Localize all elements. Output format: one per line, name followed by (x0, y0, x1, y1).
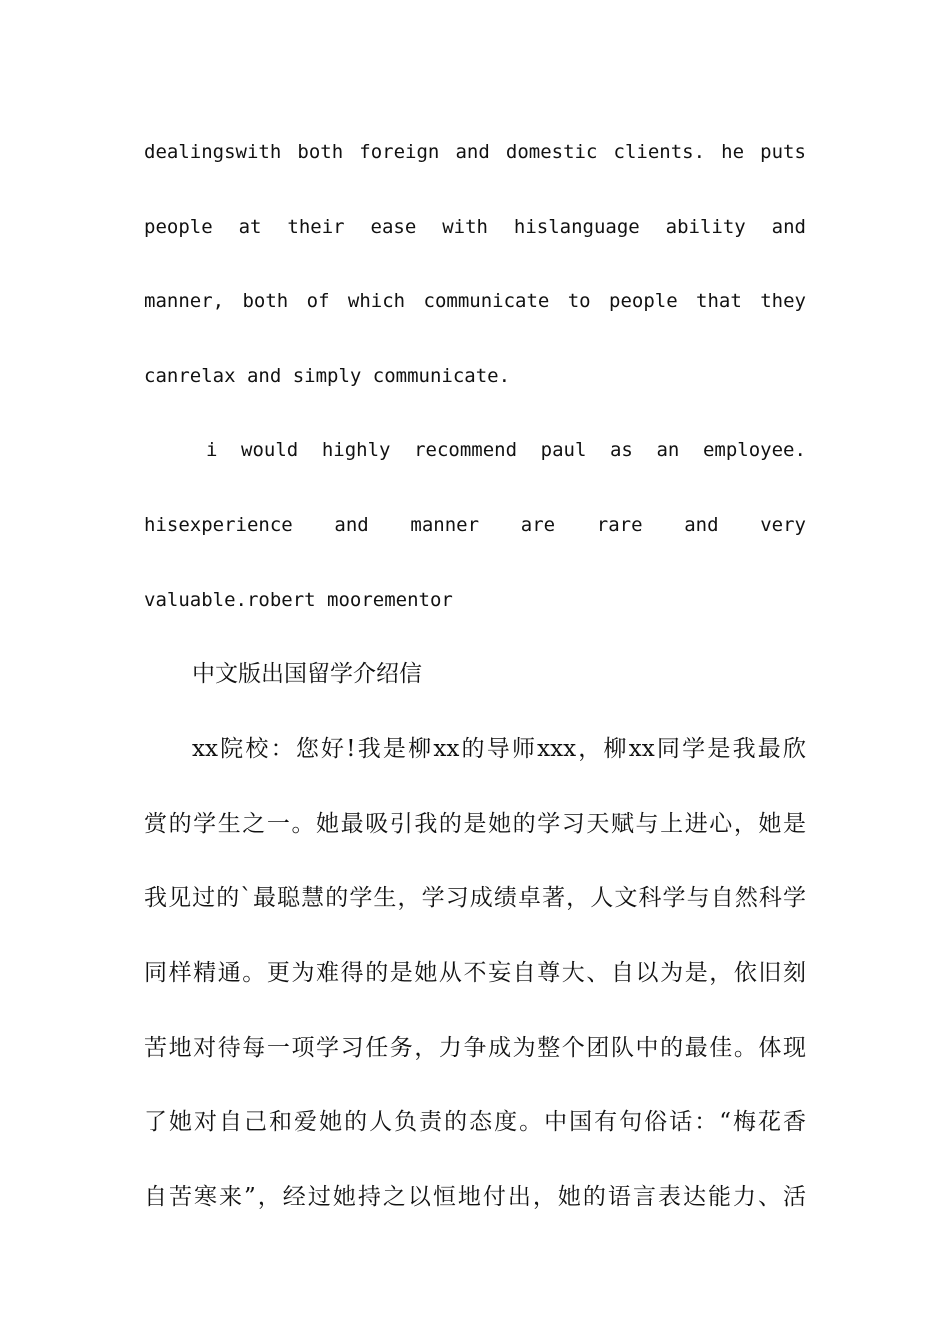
word: are (520, 514, 556, 536)
english-line-5 (144, 430, 806, 470)
word: he (721, 141, 745, 163)
word: very (760, 514, 806, 536)
word: i (206, 439, 218, 461)
word: people (609, 290, 678, 312)
chinese-line-1: xx院校：您好!我是柳xx的导师xxx，柳xx同学是我最欣 (192, 736, 806, 762)
word: to (567, 290, 591, 312)
word: highly (321, 439, 391, 461)
word: paul (540, 439, 587, 461)
english-line-4: canrelax and simply communicate. (144, 365, 511, 387)
word: hislanguage (513, 216, 640, 238)
word: they (760, 290, 806, 312)
chinese-line-5: 苦地对待每一项学习任务，力争成为整个团队中的最佳。体现 (144, 1035, 806, 1061)
word: employee. (702, 439, 806, 461)
word: would (241, 439, 299, 461)
word: and (771, 216, 806, 238)
word: rare (596, 514, 643, 536)
english-line-1 (144, 132, 806, 172)
english-line-3 (144, 281, 806, 321)
word: communicate (423, 290, 550, 312)
word: both (297, 141, 344, 163)
english-line-7: valuable.robert moorementor (144, 589, 453, 611)
word: dealingswith (144, 141, 282, 163)
english-line-2 (144, 207, 806, 247)
word: which (347, 290, 406, 312)
chinese-line-2: 赏的学生之一。她最吸引我的是她的学习天赋与上进心，她是 (144, 811, 806, 837)
word: domestic (505, 141, 598, 163)
chinese-heading: 中文版出国留学介绍信 (192, 661, 422, 687)
word: that (696, 290, 742, 312)
word: clients. (613, 141, 706, 163)
word: at (238, 216, 262, 238)
chinese-line-4: 同样精通。更为难得的是她从不妄自尊大、自以为是，依旧刻 (144, 960, 806, 986)
chinese-line-7: 自苦寒来”，经过她持之以恒地付出，她的语言表达能力、活 (144, 1184, 806, 1210)
word: and (455, 141, 490, 163)
word: of (306, 290, 330, 312)
word: ability (665, 216, 746, 238)
word: their (287, 216, 345, 238)
chinese-line-3: 我见过的`最聪慧的学生，学习成绩卓著，人文科学与自然科学 (144, 885, 806, 911)
word: and (334, 514, 369, 536)
chinese-line-6: 了她对自己和爱她的人负责的态度。中国有句俗话：“梅花香 (144, 1109, 806, 1135)
word: as (609, 439, 633, 461)
word: puts (760, 141, 806, 163)
word: people (144, 216, 213, 238)
word: and (684, 514, 719, 536)
word: foreign (359, 141, 440, 163)
word: recommend (414, 439, 518, 461)
word: ease (370, 216, 417, 238)
word: an (656, 439, 680, 461)
word: hisexperience (144, 514, 293, 536)
word: both (242, 290, 289, 312)
word: manner (410, 514, 480, 536)
english-line-6 (144, 505, 806, 545)
word: with (442, 216, 488, 238)
word: manner, (144, 290, 225, 312)
